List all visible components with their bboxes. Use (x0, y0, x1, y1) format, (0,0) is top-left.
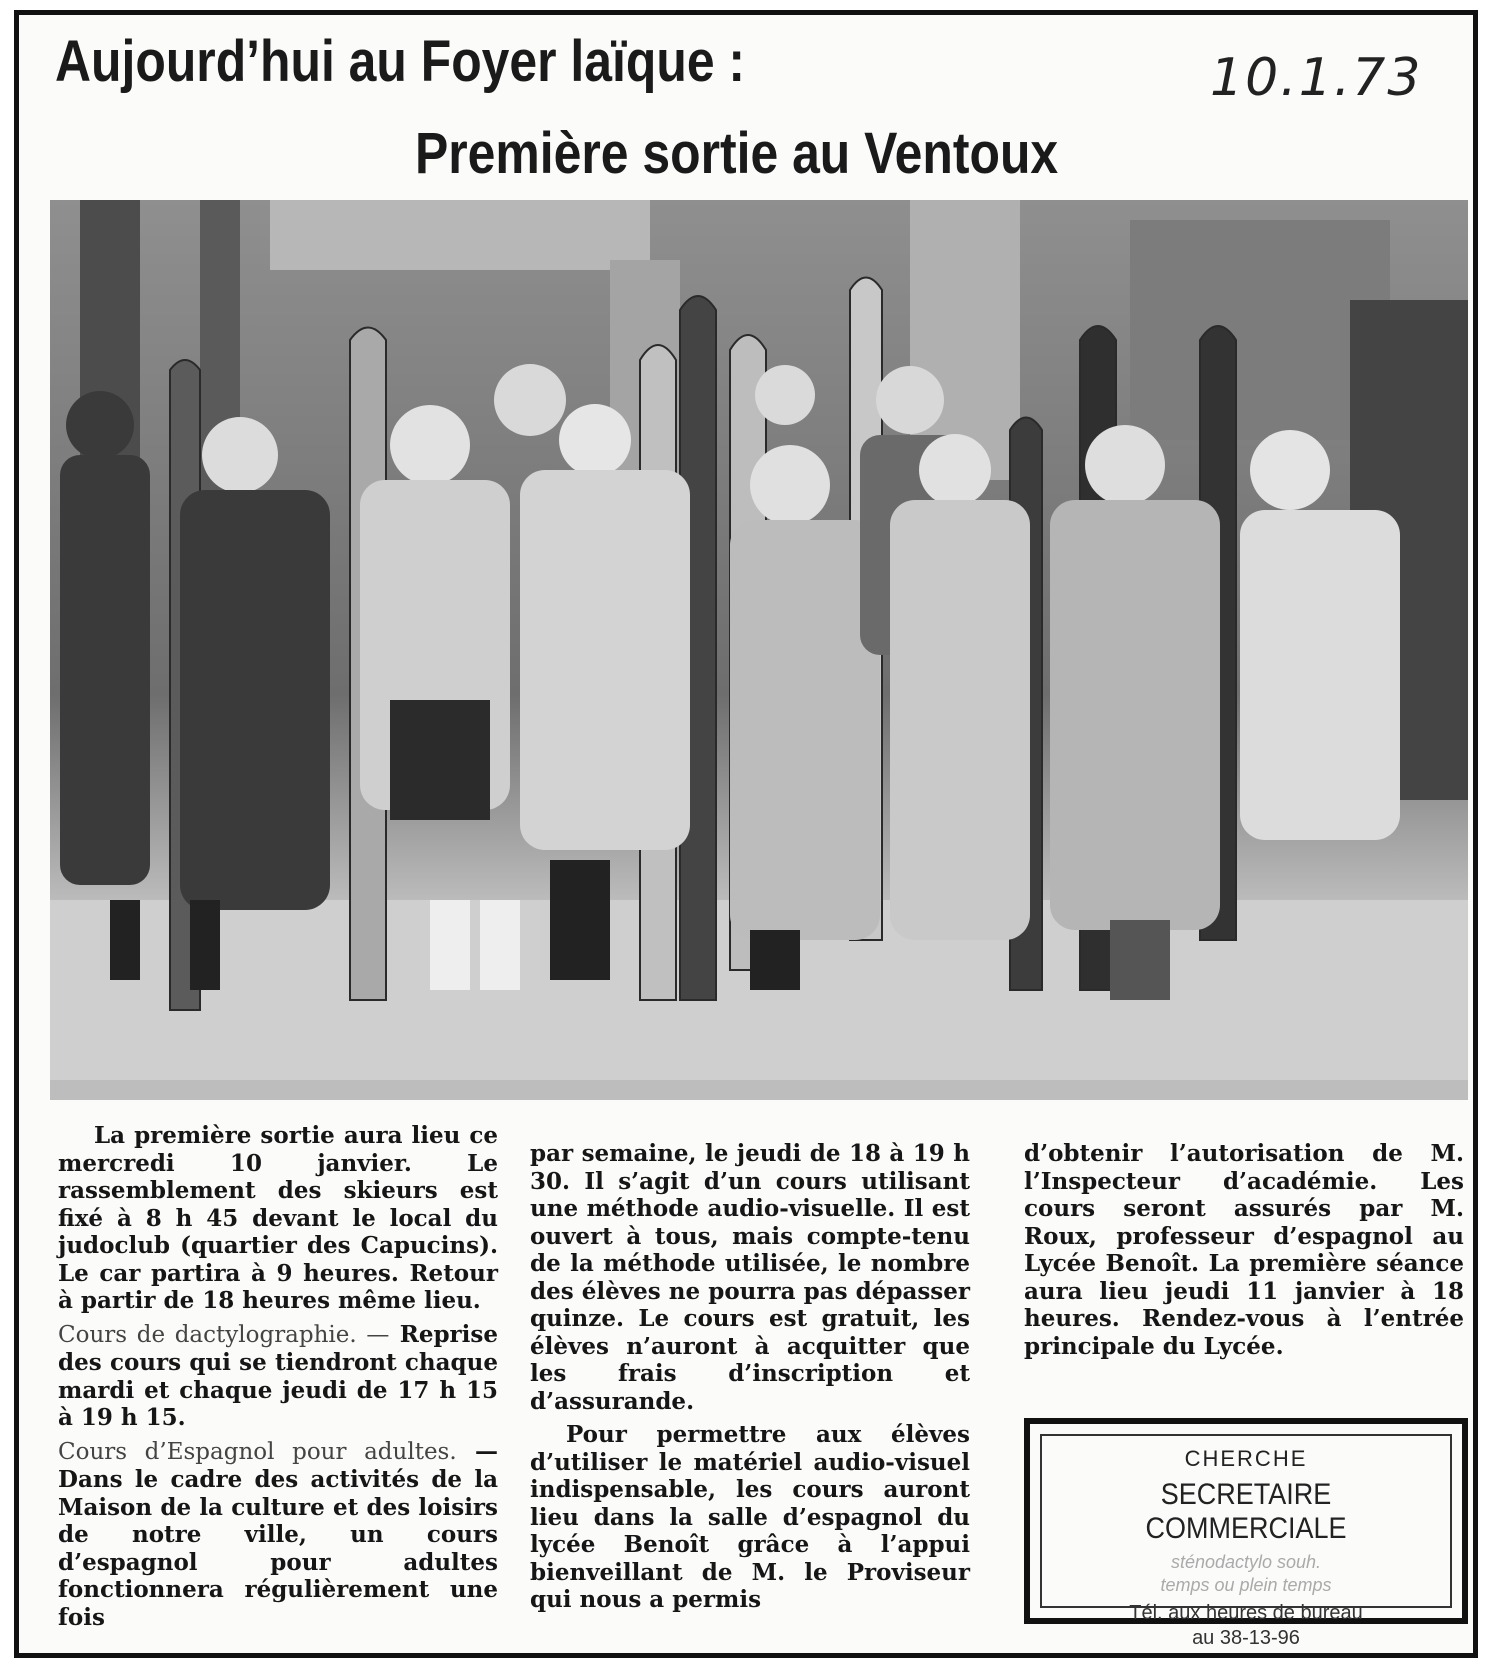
article-column-3 (1024, 1140, 1464, 1366)
ad-detail-1: sténodactylo souh. (1170, 1552, 1322, 1572)
photo-schoolchildren-with-skis (50, 200, 1468, 1100)
headline-line-2: Première sortie au Ventoux (415, 121, 1059, 186)
ad-phone: au 38-13-96 (1192, 1627, 1300, 1649)
photo-illustration (50, 200, 1468, 1100)
headline-line-1: Aujourd’hui au Foyer laïque : (55, 29, 746, 94)
paragraph-spanish-course (58, 1438, 498, 1632)
classified-ad-inner-border (1040, 1434, 1452, 1649)
section-lead-spanish: Cours d’Espagnol pour adultes. (58, 1438, 457, 1465)
paragraph-course-details: par semaine, le jeudi de 18 à 19 h 30. Il s’agit d’un cours utilisant une méthode audio-visuelle. Il est ouvert à tous, mais compte-tenu de la méthode utilisée, le nombre des élèves ne pourra pas dépasser quinze. Le cours est gratuit, les élèves n’auront à acquitter que les frais d’inscription et d’assurande. (530, 1140, 970, 1415)
paragraph-course-schedule: d’obtenir l’autorisation de M. l’Inspecteur d’académie. Les cours seront assurés par M. Roux, professeur d’espagnol au Lycée Benoît. La première séance aura lieu jeudi 11 janvier à 18 heures. Rendez-vous à l’entrée principale du Lycée. (1024, 1140, 1464, 1360)
spanish-course-body: — Dans le cadre des activités de la Maison de la culture et des loisirs de notre ville, un cours d’espagnol pour adultes fonctionnera régulièrement une fois (58, 1437, 498, 1631)
paragraph-typing-course (58, 1321, 498, 1432)
section-lead-typing: Cours de dactylographie. — (58, 1321, 390, 1348)
paragraph-course-location: Pour permettre aux élèves d’utiliser le matériel audio-visuel indispensable, les cours auront lieu dans la salle d’espagnol du lycée Benoît grâce à l’appui bienveillant de M. le Proviseur qui nous a permis (530, 1421, 970, 1613)
article-column-1 (58, 1122, 498, 1637)
classified-ad (1024, 1418, 1468, 1649)
handwritten-date: 10.1.73 (1210, 48, 1423, 108)
ad-contact: Tél. aux heures de bureau (1129, 1602, 1363, 1624)
article-column-2 (530, 1140, 970, 1620)
ad-position: SECRETAIRE COMMERCIALE (1145, 1478, 1347, 1545)
paragraph-ski-outing: La première sortie aura lieu ce mercredi 10 janvier. Le rassemblement des skieurs est fixé à 8 h 45 devant le local du judoclub (quartier des Capucins). Le car partira à 9 heures. Retour à partir de 18 heures même lieu. (58, 1122, 498, 1314)
ad-heading: CHERCHE (1184, 1446, 1308, 1471)
ad-detail-2: temps ou plein temps (1160, 1575, 1332, 1595)
typing-course-body: Reprise des cours qui se tiendront chaque mardi et chaque jeudi de 17 h 15 à 19 h 15. (58, 1320, 498, 1431)
